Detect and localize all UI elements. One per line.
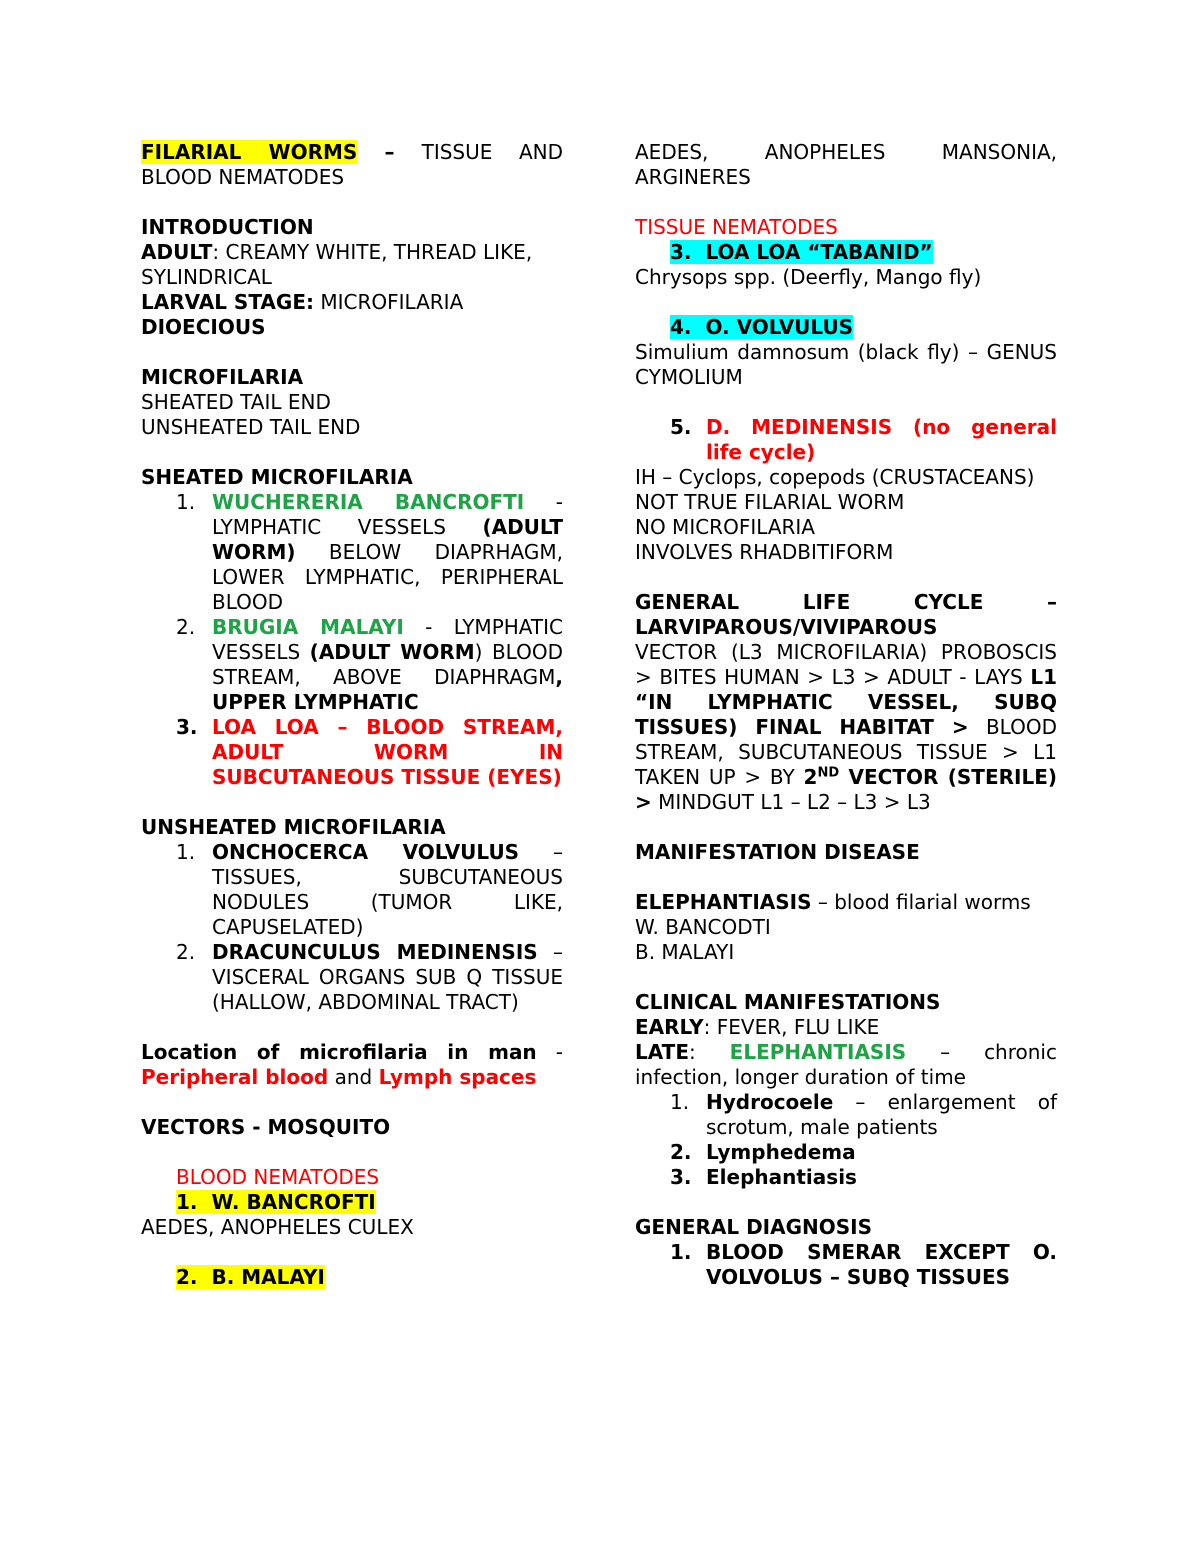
wb-heading: 1. W. BANCROFTI <box>176 1190 376 1214</box>
unsheated-list <box>141 840 563 1015</box>
list-item: 1. Hydrocoele – enlargement of scrotum, male patients <box>670 1090 1057 1139</box>
early-line: EARLY: FEVER, FLU LIKE <box>635 1015 880 1039</box>
microfilaria-heading: MICROFILARIA <box>141 365 304 389</box>
right-column <box>635 140 1057 1290</box>
bm-heading: 2. B. MALAYI <box>176 1265 325 1289</box>
sheated-heading: SHEATED MICROFILARIA <box>141 465 413 489</box>
list-item: 1. ONCHOCERCA VOLVULUS – TISSUES, SUBCUTANEOUS NODULES (TUMOR LIKE, CAPUSELATED) <box>176 840 564 939</box>
title-line2: BLOOD NEMATODES <box>141 165 345 189</box>
list-item: 3. Elephantiasis <box>670 1165 857 1189</box>
elephantiasis-line: ELEPHANTIASIS – blood filarial worms <box>635 890 1031 914</box>
ov-vector: Simulium damnosum (black fly) – GENUS CYMOLIUM <box>635 340 1057 389</box>
list-item: 2. DRACUNCULUS MEDINENSIS – VISCERAL ORGANS SUB Q TISSUE (HALLOW, ABDOMINAL TRACT) <box>176 940 563 1014</box>
unsheated-heading: UNSHEATED MICROFILARIA <box>141 815 446 839</box>
wb-vectors: AEDES, ANOPHELES CULEX <box>141 1215 414 1239</box>
list-item: 3. LOA LOA – BLOOD STREAM, ADULT WORM IN SUBCUTANEOUS TISSUE (EYES) <box>176 715 563 789</box>
loa-heading: 3. LOA LOA “TABANID” <box>670 240 933 264</box>
bm-vectors-2: ARGINERES <box>635 165 751 189</box>
larval-line: LARVAL STAGE: MICROFILARIA <box>141 290 464 314</box>
late-line: LATE: ELEPHANTIASIS – chronic infection, longer duration of time <box>635 1040 1057 1089</box>
bm-vectors-1: AEDES, ANOPHELES MANSONIA, <box>635 140 1057 164</box>
dm-ih: IH – Cyclops, copepods (CRUSTACEANS) <box>635 465 1035 489</box>
diagnosis-heading: GENERAL DIAGNOSIS <box>635 1215 872 1239</box>
dioecious: DIOECIOUS <box>141 315 266 339</box>
loa-vector: Chrysops spp. (Deerfly, Mango fly) <box>635 265 982 289</box>
title-highlight: FILARIAL WORMS <box>141 140 358 164</box>
eleph-b: B. MALAYI <box>635 940 735 964</box>
sheated-tail: SHEATED TAIL END <box>141 390 331 414</box>
blood-nematodes-heading: BLOOD NEMATODES <box>176 1165 380 1189</box>
dm-line3: NO MICROFILARIA <box>635 515 815 539</box>
ov-heading: 4. O. VOLVULUS <box>670 315 854 339</box>
eleph-w: W. BANCODTI <box>635 915 771 939</box>
sheated-list <box>141 490 563 790</box>
intro-heading: INTRODUCTION <box>141 215 314 239</box>
list-item: 1. BLOOD SMERAR EXCEPT O. VOLVOLUS – SUBQ TISSUES <box>670 1240 1057 1289</box>
vectors-heading: VECTORS - MOSQUITO <box>141 1115 391 1139</box>
unsheated-tail: UNSHEATED TAIL END <box>141 415 361 439</box>
manifestation-heading: MANIFESTATION DISEASE <box>635 840 920 864</box>
list-item: 2. Lymphedema <box>670 1140 856 1164</box>
list-item: 1. WUCHERERIA BANCROFTI - LYMPHATIC VESSELS (ADULT WORM) BELOW DIAPRHAGM, LOWER LYMPHATIC, PERIPHERAL BLOOD <box>176 490 563 614</box>
left-column <box>141 140 563 1290</box>
tissue-nematodes-heading: TISSUE NEMATODES <box>635 215 838 239</box>
adult-line: ADULT: CREAMY WHITE, THREAD LIKE, SYLINDRICAL <box>141 240 533 289</box>
clinical-heading: CLINICAL MANIFESTATIONS <box>635 990 941 1014</box>
dm-line2: NOT TRUE FILARIAL WORM <box>635 490 905 514</box>
late-list <box>635 1090 1057 1190</box>
glc-heading: GENERAL LIFE CYCLE – LARVIPAROUS/VIVIPAROUS <box>635 590 1057 639</box>
location-paragraph: Location of microfilaria in man - Peripheral blood and Lymph spaces <box>141 1040 563 1089</box>
glc-paragraph: VECTOR (L3 MICROFILARIA) PROBOSCIS > BITES HUMAN > L3 > ADULT - LAYS L1 “IN LYMPHATIC VESSEL, SUBQ TISSUES) FINAL HABITAT > BLOOD STREAM, SUBCUTANEOUS TISSUE > L1 TAKEN UP > BY 2ND VECTOR (STERILE) > MINDGUT L1 – L2 – L3 > L3 <box>635 640 1057 814</box>
document-title: FILARIAL WORMS – TISSUE AND <box>141 140 563 164</box>
list-item: 2. BRUGIA MALAYI - LYMPHATIC VESSELS (ADULT WORM) BLOOD STREAM, ABOVE DIAPHRAGM, UPPER LYMPHATIC <box>176 615 563 714</box>
dm-heading: 5. D. MEDINENSIS (no general life cycle) <box>670 415 1057 464</box>
dm-line4: INVOLVES RHADBITIFORM <box>635 540 894 564</box>
